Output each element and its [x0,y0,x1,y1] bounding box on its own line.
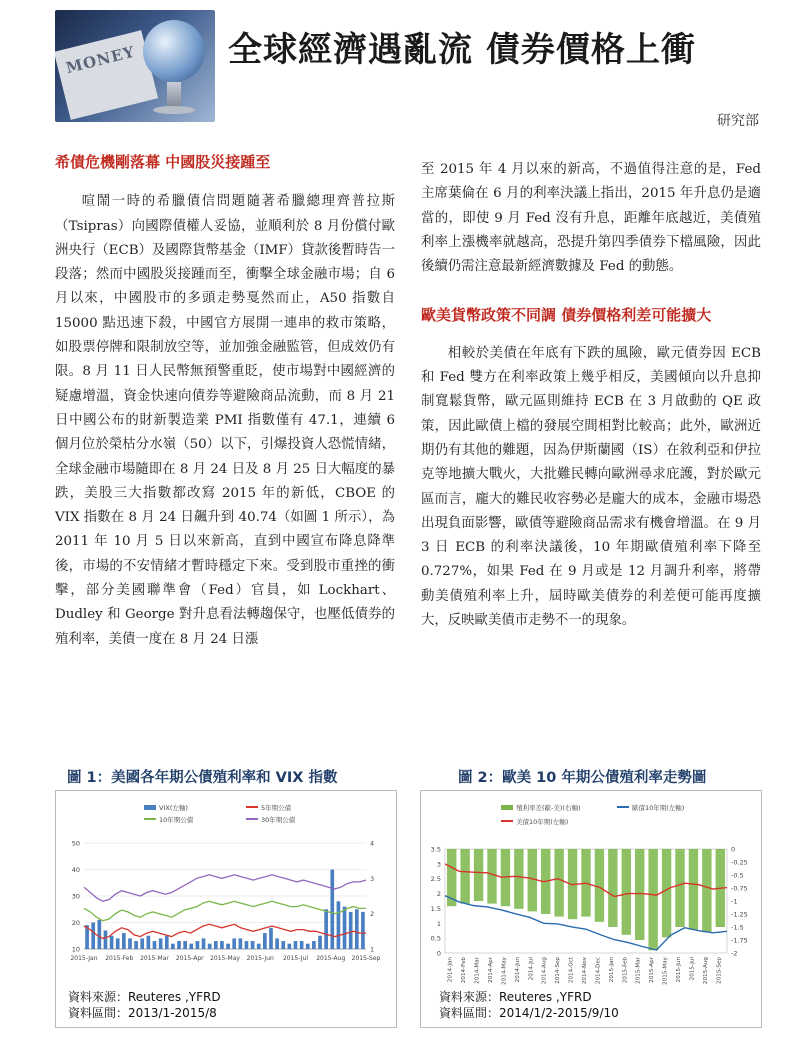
right-column [421,158,761,633]
legend-label: 歐債10年期(左軸) [632,804,685,812]
x-tick-label: 2015-Jun [246,955,274,962]
y-left-tick-label: 10 [71,945,80,954]
spread-bar [608,849,617,927]
vix-bar [208,944,212,949]
x-tick-label: 2015-Apr [175,955,204,962]
x-tick-label: 2015-Jul [689,957,696,981]
x-tick-label: 2015-Mar [635,957,642,984]
x-tick-label: 2015-Mar [140,955,169,962]
x-tick-label: 2015-Jan [608,957,615,983]
y-left-tick-label: 1 [436,919,441,928]
vix-bar [134,941,138,949]
legend-swatch [501,805,513,810]
vix-bar [159,938,163,949]
x-tick-label: 2014-Jun [514,957,521,983]
x-tick-label: 2015-Aug [316,955,346,962]
vix-bar [330,870,334,950]
x-tick-label: 2014-Feb [461,957,468,984]
y-left-tick-label: 2 [436,890,441,899]
y-right-tick-label: -0.5 [731,871,744,880]
vix-bar [147,936,151,949]
vix-bar [220,941,224,949]
y-right-tick-label: 3 [370,874,375,883]
left-column [55,150,395,652]
y-left-tick-label: 0.5 [430,934,441,943]
vix-bar [245,941,249,949]
vix-bar [238,938,242,949]
x-tick-label: 2015-Jul [282,955,309,962]
y-left-tick-label: 3.5 [430,845,441,854]
series-line [84,924,366,938]
vix-bar [196,941,200,949]
figure-2-chart [421,791,761,991]
vix-bar [251,941,255,949]
x-tick-label: 2015-Jun [676,957,682,983]
vix-bar [275,938,279,949]
page-title: 全球經濟遇亂流 債券價格上衝 [228,30,696,70]
spread-bar [460,849,469,904]
y-right-tick-label: -1 [731,897,738,906]
spread-bar [622,849,631,935]
legend-swatch [144,805,156,810]
figure-2-source-label: 資料來源：Reuteres ,YFRD [439,990,592,1004]
vix-bar [110,936,114,949]
y-right-tick-label: -2 [731,949,738,958]
vix-bar [214,941,218,949]
vix-bar [300,941,304,949]
y-left-tick-label: 0 [436,949,441,958]
figure-2-frame [420,790,762,1028]
figure-2 [420,762,762,1032]
article-paragraph: 喧鬧一時的希臘債信問題隨著希臘總理齊普拉斯（Tsipras）向國際債權人妥協，並順利於 8 月份償付歐洲央行（ECB）及國際貨幣基金（IMF）貸款後暫時告一段落；然而中國股災接踵而至，衝擊全球金融市場；自 6 月以來，中國股市的多頭走勢戛然而止，A50 指數自 15000 點迅速下殺，中國官方展開一連串的救市策略，如股票停牌和限制放空等，並加強金融監管，但成效仍有限。8 月 11 日人民幣無預警重貶，使市場對中國經濟的疑慮增溫，資金快速向債券等避險商品流動，而 8 月 21 日中國公布的財新製造業 PMI 指數僅有 47.1，連續 6 個月位於榮枯分水嶺（50）以下，引爆投資人恐慌情緒，全球金融市場隨即在 8 月 24 日及 8 月 25 日大幅度的暴跌，美股三大指數都改寫 2015 年的新低，CBOE 的 VIX 指數在 8 月 24 日飆升到 40.74（如圖 1 所示），為 2011 年 10 月 5 日以來新高，直到中國宣布降息降準後，市場的不安情緒才暫時穩定下來。受到股市重挫的衝擊，部分美國聯準會（Fed）官員，如 Lockhart、Dudley 和 George 對升息看法轉趨保守，也壓低債券的殖利率，美債一度在 8 月 24 日漲 [55,194,395,647]
y-right-tick-label: 2 [370,910,375,919]
y-right-tick-label: 1 [370,945,375,954]
y-left-tick-label: 2.5 [430,875,441,884]
x-tick-label: 2015-May [210,955,240,962]
spread-bar [474,849,483,901]
vix-bar [257,944,261,949]
vix-bar [202,938,206,949]
vix-bar [171,944,175,949]
y-left-tick-label: 40 [71,866,80,874]
x-tick-label: 2015-Apr [649,957,656,983]
x-tick-label: 2015-Feb [105,955,134,962]
figure-1-source-label: 資料來源：Reuteres ,YFRD [68,990,221,1004]
legend-label: 5年期公債 [261,804,292,812]
vix-bar [91,923,95,950]
y-right-tick-label: -1.5 [731,923,744,932]
vix-bar [189,944,193,949]
vix-bar [97,920,101,949]
y-left-tick-label: 1.5 [430,904,441,913]
y-right-tick-label: -1.25 [731,910,748,919]
vix-bar [361,912,365,949]
y-right-tick-label: -1.75 [731,936,748,945]
spread-bar [635,849,644,940]
y-left-tick-label: 20 [71,919,80,927]
x-tick-label: 2014-Nov [582,957,588,985]
figure-2-source [439,989,619,1021]
vix-bar [324,909,328,949]
department-label: 研究部 [717,113,759,129]
vix-bar [337,901,341,949]
figure-1 [55,762,397,1032]
article-paragraph: 相較於美債在年底有下跌的風險，歐元債券因 ECB 和 Fed 雙方在利率政策上幾乎相反，美國傾向以升息抑制寬鬆貨幣，歐元區則維持 ECB 在 3 月啟動的 QE 政策，因此歐債上檔的發展空間相對比較高；此外，歐洲近期仍有其他的難題，因為伊斯蘭國（IS）在敘利亞和伊拉克等地擴大戰火，大批難民轉向歐洲尋求庇護，對於歐元區而言，龐大的難民收容勢必是龐大的成本，金融市場恐出現負面影響，歐債等避險商品需求有機會增溫。在 9 月 3 日 ECB 的利率決議後，10 年期歐債殖利率下降至 0.727%，如果 Fed 在 9 月或是 12 月調升利率，將帶動美債殖利率上升，屆時歐美債券的利差便可能再度擴大，反映歐美債市走勢不一的現象。 [421,345,761,629]
vix-bar [263,933,267,949]
spread-bar [702,849,711,932]
x-tick-label: 2015-Feb [622,957,629,984]
figure-1-chart [56,791,396,981]
vix-bar [312,941,316,949]
spread-bar [675,849,684,927]
x-tick-label: 2015-May [662,957,669,985]
vix-bar [226,944,230,949]
x-tick-label: 2014-May [501,957,508,985]
legend-label: 10年期公債 [159,816,194,824]
vix-bar [232,938,236,949]
newspaper-headline: MONEY [64,42,137,78]
y-left-tick-label: 50 [71,839,80,848]
vix-bar [343,907,347,949]
figure-1-frame [55,790,397,1028]
vix-bar [165,936,169,949]
x-tick-label: 2014-Jul [528,957,535,981]
y-left-tick-label: 30 [71,892,80,901]
vix-bar [288,944,292,949]
spread-bar [487,849,496,904]
vix-bar [294,941,298,949]
vix-bar [183,941,187,949]
spread-bar [595,849,604,922]
vix-bar [128,938,132,949]
legend-label: 殖利率差(歐-美)(右軸) [516,804,581,812]
globe-base-graphic [153,106,195,114]
figure-2-title: 圖 2：歐美 10 年期公債殖利率走勢圖 [458,770,707,786]
article-paragraph-continued: 至 2015 年 4 月以來的新高，不過值得注意的是，Fed 主席葉倫在 6 月的利率決議上指出，2015 年升息仍是適當的，即使 9 月 Fed 沒有升息，距離年底越近，美債殖利率上漲機率就越高，恐提升第四季債券下檔風險，因此後續仍需注意最新經濟數據及 Fed 的動態。 [421,162,761,275]
section-heading-greek-china: 希債危機剛落幕 中國股災接踵至 [55,153,271,171]
figure-1-period-label: 資料區間：2013/1-2015/8 [68,1006,217,1020]
y-right-tick-label: 0 [731,845,736,854]
x-tick-label: 2014-Mar [474,957,481,984]
x-tick-label: 2014-Aug [541,957,548,985]
vix-bar [269,928,273,949]
figure-2-period-label: 資料區間：2014/1/2-2015/9/10 [439,1006,619,1020]
series-line [84,901,366,920]
legend-label: 30年期公債 [261,816,296,824]
spread-bar [554,849,563,917]
series-line [84,875,366,902]
x-tick-label: 2015-Jan [70,955,98,962]
spread-bar [689,849,698,930]
vix-bar [140,938,144,949]
figure-1-title: 圖 1：美國各年期公債殖利率和 VIX 指數 [67,770,338,786]
newspaper-graphic [55,30,158,120]
x-tick-label: 2014-Dec [595,957,602,985]
legend-label: 美債10年期(左軸) [516,818,569,826]
section-heading-policy-divergence: 歐美貨幣政策不同調 債券價格利差可能擴大 [421,306,712,325]
x-tick-label: 2014-Jan [447,957,454,983]
vix-bar [355,909,359,949]
vix-bar [122,933,126,949]
x-tick-label: 2014-Apr [488,957,494,983]
y-right-tick-label: 4 [370,839,375,848]
spread-bar [662,849,671,937]
globe-stand-graphic [167,82,181,108]
hero-image [55,10,215,122]
vix-bar [306,944,310,949]
spread-bar [648,849,657,950]
x-tick-label: 2015-Sep [351,955,381,962]
vix-bar [349,912,353,949]
vix-bar [281,941,285,949]
legend-label: VIX(左軸) [159,804,188,812]
globe-graphic [143,20,205,82]
x-tick-label: 2015-Sep [716,957,723,984]
y-right-tick-label: -0.25 [731,858,748,867]
x-tick-label: 2014-Oct [568,957,575,984]
spread-bar [514,849,523,909]
x-tick-label: 2015-Aug [702,957,709,985]
vix-bar [104,930,108,949]
x-tick-label: 2014-Sep [555,957,562,984]
vix-bar [177,941,181,949]
figure-1-source [68,989,221,1021]
vix-bar [116,938,120,949]
y-right-tick-label: -0.75 [731,884,748,893]
vix-bar [318,936,322,949]
vix-bar [153,941,157,949]
y-left-tick-label: 3 [436,860,441,869]
